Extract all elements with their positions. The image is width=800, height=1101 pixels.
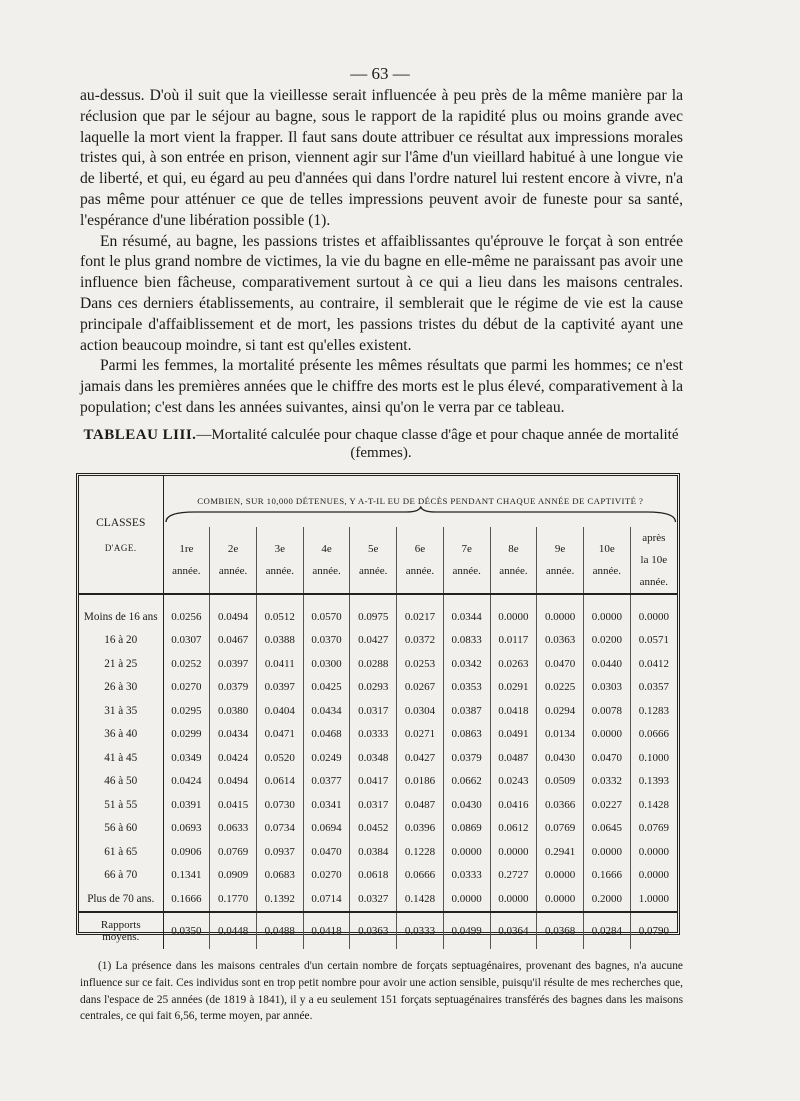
table-cell: 0.0348	[350, 746, 397, 770]
table-cell: 0.0694	[303, 817, 350, 841]
age-class-label: 66 à 70	[79, 864, 163, 888]
age-class-label: 56 à 60	[79, 817, 163, 841]
table-cell: 0.0217	[397, 605, 444, 629]
summary-cell: 0.0790	[630, 912, 677, 949]
table-label: TABLEAU LIII.	[83, 427, 197, 443]
header-rule	[79, 594, 677, 605]
table-cell: 0.0391	[163, 793, 210, 817]
table-cell: 0.0424	[163, 770, 210, 794]
summary-row	[79, 912, 677, 949]
table-cell: 0.0633	[210, 817, 257, 841]
table-cell: 0.0418	[490, 699, 537, 723]
table-cell: 0.0307	[163, 629, 210, 653]
year-header-line: 10e	[598, 543, 615, 555]
mortality-table	[76, 473, 680, 943]
classes-header-sub: D'AGE.	[104, 542, 137, 553]
summary-label-line: Rapports	[100, 918, 141, 931]
year-header-line: année.	[265, 565, 294, 577]
age-class-label: Moins de 16 ans	[79, 605, 163, 629]
table-cell: 0.0000	[490, 840, 537, 864]
table-cell: 0.0294	[537, 699, 584, 723]
table-cell: 0.2941	[537, 840, 584, 864]
table-cell: 0.0869	[443, 817, 490, 841]
table-cell: 0.0491	[490, 723, 537, 747]
table-row	[79, 887, 677, 912]
table-cell: 0.0000	[583, 605, 630, 629]
table-cell: 0.0693	[163, 817, 210, 841]
year-header	[350, 527, 397, 594]
table-cell: 0.0434	[303, 699, 350, 723]
table-row	[79, 652, 677, 676]
table-cell: 0.0380	[210, 699, 257, 723]
table-cell: 0.0734	[256, 817, 303, 841]
table-cell: 0.0471	[256, 723, 303, 747]
summary-cell: 0.0333	[397, 912, 444, 949]
table-cell: 0.0243	[490, 770, 537, 794]
table-cell: 0.0424	[210, 746, 257, 770]
year-header	[630, 527, 677, 594]
year-header	[443, 527, 490, 594]
table-cell: 0.0512	[256, 605, 303, 629]
table-cell: 0.1666	[163, 887, 210, 912]
year-header-line: 3e	[274, 543, 285, 555]
table-cell: 0.0509	[537, 770, 584, 794]
table-cell: 0.0417	[350, 770, 397, 794]
table-cell: 0.0683	[256, 864, 303, 888]
table-cell: 0.0342	[443, 652, 490, 676]
table-cell: 0.0000	[537, 864, 584, 888]
table-row	[79, 746, 677, 770]
table-cell: 0.0434	[210, 723, 257, 747]
table-cell: 0.0000	[443, 887, 490, 912]
table-cell: 0.0730	[256, 793, 303, 817]
table-cell: 0.0396	[397, 817, 444, 841]
table-cell: 0.1666	[583, 864, 630, 888]
age-class-label: 16 à 20	[79, 629, 163, 653]
summary-cell: 0.0284	[583, 912, 630, 949]
table-cell: 0.0863	[443, 723, 490, 747]
paragraph: au-dessus. D'où il suit que la vieillesse serait influencée à peu près de la même manière par la réclusion que par le séjour au bagne, sous le rapport de la rapidité plus ou moins grande avec laquelle la mort vient la frapper. Il faut sans doute attribuer ce résultat aux impressions morales tristes qui, à son entrée en prison, viennent agir sur l'âme d'un vieillard habitué à une longue vie de liberté, et qui, eu égard au peu d'années qui dans l'ordre naturel lui restent encore à vivre, n'a pas même pour atténuer ce que de telles impressions peuvent avoir de funeste pour sa santé, l'espérance d'une libération possible (1).	[80, 87, 683, 229]
year-header	[583, 527, 630, 594]
table-cell: 0.0404	[256, 699, 303, 723]
summary-label-line: moyens.	[102, 930, 140, 943]
table-row	[79, 605, 677, 629]
table-cell: 0.0000	[490, 887, 537, 912]
year-header	[210, 527, 257, 594]
table-cell: 0.0000	[630, 864, 677, 888]
table-cell: 0.0332	[583, 770, 630, 794]
table-cell: 0.2000	[583, 887, 630, 912]
body-text	[80, 86, 683, 419]
age-class-label: 21 à 25	[79, 652, 163, 676]
table-cell: 0.1770	[210, 887, 257, 912]
year-header-line: année.	[359, 565, 388, 577]
year-header-line: après	[642, 532, 666, 544]
table-cell: 0.0253	[397, 652, 444, 676]
year-header	[163, 527, 210, 594]
age-class-label: 46 à 50	[79, 770, 163, 794]
table-cell: 0.0357	[630, 676, 677, 700]
table-cell: 0.0000	[630, 605, 677, 629]
table-cell: 0.0227	[583, 793, 630, 817]
table-cell: 0.0416	[490, 793, 537, 817]
table-cell: 0.0117	[490, 629, 537, 653]
age-class-label: 51 à 55	[79, 793, 163, 817]
table-cell: 0.0333	[443, 864, 490, 888]
table-row	[79, 699, 677, 723]
table-cell: 0.0317	[350, 699, 397, 723]
classes-header	[79, 476, 163, 594]
table-cell: 0.2727	[490, 864, 537, 888]
table-cell: 0.0571	[630, 629, 677, 653]
summary-cell: 0.0368	[537, 912, 584, 949]
table-cell: 0.0363	[537, 629, 584, 653]
summary-cell: 0.0448	[210, 912, 257, 949]
table-cell: 0.0370	[303, 629, 350, 653]
table-cell: 0.0570	[303, 605, 350, 629]
summary-label	[79, 912, 163, 949]
table-cell: 0.0000	[583, 723, 630, 747]
year-header-line: année.	[452, 565, 481, 577]
summary-cell: 0.0363	[350, 912, 397, 949]
table-cell: 0.0467	[210, 629, 257, 653]
table-cell: 0.0975	[350, 605, 397, 629]
table-cell: 0.1392	[256, 887, 303, 912]
table-cell: 0.1341	[163, 864, 210, 888]
table-cell: 0.0909	[210, 864, 257, 888]
table-caption: —Mortalité calculée pour chaque classe d'âge et pour chaque année de mortalité (femmes).	[196, 427, 679, 461]
table-cell: 0.0470	[537, 652, 584, 676]
table-cell: 0.0349	[163, 746, 210, 770]
table-cell: 0.0612	[490, 817, 537, 841]
paragraph: En résumé, au bagne, les passions tristes et affaiblissantes qu'éprouve le forçat à son entrée font le plus grand nombre de victimes, la vie du bagne en elle-même ne paraissant pas avoir une influence bien fâcheuse, comparativement surtout à ce qui a lieu dans les maisons centrales. Dans ces derniers établissements, au contraire, il semblerait que le régime de vie est la cause principale d'affaiblissement et de mort, les passions tristes du début de la captivité ayant une action beaucoup moindre, si tant est qu'elles existent.	[80, 232, 683, 354]
table-cell: 0.0769	[210, 840, 257, 864]
year-header-line: année.	[545, 565, 575, 577]
table-cell: 0.0000	[537, 887, 584, 912]
table-cell: 0.0317	[350, 793, 397, 817]
year-header-line: 8e	[508, 543, 519, 555]
table-cell: 0.0388	[256, 629, 303, 653]
table-cell: 0.0249	[303, 746, 350, 770]
page-number: — 63 —	[350, 64, 410, 83]
summary-cell: 0.0488	[256, 912, 303, 949]
table-cell: 0.0000	[630, 840, 677, 864]
table-row	[79, 840, 677, 864]
table-cell: 0.0186	[397, 770, 444, 794]
table-cell: 0.0384	[350, 840, 397, 864]
table-row	[79, 793, 677, 817]
table-cell: 0.0270	[163, 676, 210, 700]
table-cell: 0.0000	[490, 605, 537, 629]
table-cell: 0.0769	[537, 817, 584, 841]
table-cell: 0.0000	[537, 605, 584, 629]
table-cell: 0.1283	[630, 699, 677, 723]
table-cell: 0.0487	[397, 793, 444, 817]
table-cell: 0.1428	[397, 887, 444, 912]
table-cell: 0.0425	[303, 676, 350, 700]
classes-header-label: CLASSES	[96, 516, 146, 529]
table-cell: 0.0415	[210, 793, 257, 817]
age-class-label: 61 à 65	[79, 840, 163, 864]
table-row	[79, 629, 677, 653]
table-cell: 0.0427	[397, 746, 444, 770]
year-header	[256, 527, 303, 594]
table-cell: 0.0833	[443, 629, 490, 653]
table-row	[79, 770, 677, 794]
summary-cell: 0.0364	[490, 912, 537, 949]
table-cell: 0.0430	[443, 793, 490, 817]
table-cell: 1.0000	[630, 887, 677, 912]
table-cell: 0.0666	[630, 723, 677, 747]
year-header-line: 5e	[368, 543, 379, 555]
table-cell: 0.0263	[490, 652, 537, 676]
table-cell: 0.0452	[350, 817, 397, 841]
table-cell: 0.0225	[537, 676, 584, 700]
table-cell: 0.0300	[303, 652, 350, 676]
year-header-line: année.	[592, 565, 622, 577]
year-header-line: la 10e	[640, 554, 668, 566]
year-header-line: année.	[312, 565, 341, 577]
year-header-line: année.	[172, 565, 201, 577]
table-cell: 0.0353	[443, 676, 490, 700]
table-cell: 0.0714	[303, 887, 350, 912]
table-cell: 0.0134	[537, 723, 584, 747]
table-cell: 0.0614	[256, 770, 303, 794]
table-cell: 0.0427	[350, 629, 397, 653]
table-cell: 0.0344	[443, 605, 490, 629]
table-cell: 0.0288	[350, 652, 397, 676]
year-header	[537, 527, 584, 594]
table-cell: 0.0333	[350, 723, 397, 747]
table-cell: 0.0494	[210, 770, 257, 794]
table-cell: 0.0304	[397, 699, 444, 723]
age-class-label: 36 à 40	[79, 723, 163, 747]
table-row	[79, 864, 677, 888]
table-cell: 0.0078	[583, 699, 630, 723]
year-header	[490, 527, 537, 594]
table-cell: 0.0666	[397, 864, 444, 888]
table-cell: 0.0468	[303, 723, 350, 747]
data-table	[79, 476, 677, 949]
table-cell: 0.0906	[163, 840, 210, 864]
brace-icon	[164, 506, 678, 524]
table-cell: 0.0470	[583, 746, 630, 770]
table-cell: 0.0303	[583, 676, 630, 700]
footnote: (1) La présence dans les maisons centrales d'un certain nombre de forçats septuagénaires, provenant des bagnes, n'a aucune influence sur ce fait. Ces individus sont en trop petit nombre pour avoir une action sensible, puisqu'il résulte de mes recherches que, dans l'espace de 25 années (de 1819 à 1841), il y a eu seulement 151 forçats septuagénaires transférés des bagnes dans les maisons centrales, ce qui fait 6,56, terme moyen, par année.	[80, 960, 683, 1023]
table-cell: 0.0645	[583, 817, 630, 841]
table-cell: 0.0379	[210, 676, 257, 700]
table-row	[79, 817, 677, 841]
table-cell: 0.0372	[397, 629, 444, 653]
table-cell: 0.0000	[583, 840, 630, 864]
table-cell: 0.0487	[490, 746, 537, 770]
table-cell: 0.0397	[210, 652, 257, 676]
table-cell: 0.1000	[630, 746, 677, 770]
year-header-line: 1re	[179, 543, 194, 555]
table-cell: 0.0470	[303, 840, 350, 864]
table-cell: 0.0366	[537, 793, 584, 817]
year-header-line: année.	[405, 565, 435, 577]
table-cell: 0.0341	[303, 793, 350, 817]
table-cell: 0.0494	[210, 605, 257, 629]
table-cell: 0.0937	[256, 840, 303, 864]
summary-cell: 0.0418	[303, 912, 350, 949]
brace-graphic	[163, 506, 677, 527]
table-cell: 0.0252	[163, 652, 210, 676]
table-cell: 0.0397	[256, 676, 303, 700]
summary-cell: 0.0499	[443, 912, 490, 949]
table-cell: 0.0293	[350, 676, 397, 700]
year-header-line: 2e	[227, 543, 239, 555]
summary-cell: 0.0350	[163, 912, 210, 949]
table-cell: 0.0412	[630, 652, 677, 676]
table-cell: 0.0430	[537, 746, 584, 770]
age-class-label: 41 à 45	[79, 746, 163, 770]
table-cell: 0.0411	[256, 652, 303, 676]
table-cell: 0.0256	[163, 605, 210, 629]
table-cell: 0.0271	[397, 723, 444, 747]
table-cell: 0.0618	[350, 864, 397, 888]
table-cell: 0.0299	[163, 723, 210, 747]
paragraph: Parmi les femmes, la mortalité présente les mêmes résultats que parmi les hommes; ce n'est jamais dans les premières années que le chiffre des morts est le plus élevé, comparativement à la population; c'est dans les années suivantes, ainsi qu'on le verra par ce tableau.	[80, 357, 683, 416]
table-title	[78, 426, 684, 462]
table-cell: 0.0200	[583, 629, 630, 653]
year-header-line: 6e	[414, 543, 426, 555]
year-header-line: 4e	[321, 543, 332, 555]
year-header-line: année.	[639, 576, 669, 588]
table-cell: 0.1393	[630, 770, 677, 794]
table-cell: 0.0520	[256, 746, 303, 770]
year-header	[303, 527, 350, 594]
table-cell: 0.0327	[350, 887, 397, 912]
table-cell: 0.0291	[490, 676, 537, 700]
year-header-line: 7e	[461, 543, 472, 555]
table-cell: 0.0000	[443, 840, 490, 864]
year-header	[397, 527, 444, 594]
table-row	[79, 723, 677, 747]
table-cell: 0.0662	[443, 770, 490, 794]
year-header-line: 9e	[554, 543, 566, 555]
age-class-label: Plus de 70 ans.	[79, 887, 163, 912]
year-header-line: année.	[218, 565, 248, 577]
table-cell: 0.1428	[630, 793, 677, 817]
table-cell: 0.0769	[630, 817, 677, 841]
table-cell: 0.0379	[443, 746, 490, 770]
age-class-label: 26 à 30	[79, 676, 163, 700]
table-cell: 0.0295	[163, 699, 210, 723]
span-header: COMBIEN, SUR 10,000 DÉTENUES, Y A-T-IL EU DE DÉCÈS PENDANT CHAQUE ANNÉE DE CAPTIVITÉ ?	[163, 476, 677, 506]
age-class-label: 31 à 35	[79, 699, 163, 723]
table-cell: 0.0377	[303, 770, 350, 794]
table-cell: 0.1228	[397, 840, 444, 864]
year-header-line: année.	[499, 565, 528, 577]
table-cell: 0.0267	[397, 676, 444, 700]
table-row	[79, 676, 677, 700]
table-cell: 0.0270	[303, 864, 350, 888]
table-cell: 0.0440	[583, 652, 630, 676]
table-cell: 0.0387	[443, 699, 490, 723]
